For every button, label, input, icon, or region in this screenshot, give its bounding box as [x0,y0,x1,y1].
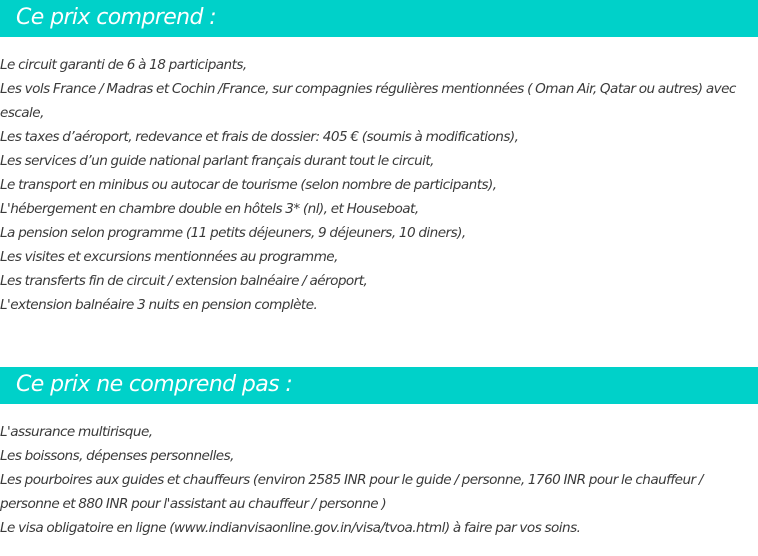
list-item: Les boissons, dépenses personnelles, [0,448,234,464]
list-item: L'hébergement en chambre double en hôtels 3* (nl), et Houseboat, [0,201,419,217]
list-item: Les transferts fin de circuit / extension balnéaire / aéroport, [0,273,368,289]
list-item: L'assurance multirisque, [0,424,153,440]
includes-list [0,53,752,317]
section-title-excludes: Ce prix ne comprend pas : [16,372,293,397]
section-header-excludes [0,367,758,404]
section-title-includes: Ce prix comprend : [16,5,217,30]
list-item: Les services d’un guide national parlant français durant tout le circuit, [0,153,434,169]
list-item: Les pourboires aux guides et chauffeurs (environ 2585 INR pour le guide / personne, 1760 INR pour le chauffeur / personne et 880 INR pour l'assistant au chauffeur / personne ) [0,472,703,512]
list-item: Le visa obligatoire en ligne (www.indianvisaonline.gov.in/visa/tvoa.html) à faire par vos soins. [0,520,581,536]
list-item: Le circuit garanti de 6 à 18 participants, [0,57,247,73]
list-item: Le transport en minibus ou autocar de tourisme (selon nombre de participants), [0,177,497,193]
list-item: Les taxes d’aéroport, redevance et frais de dossier: 405 € (soumis à modifications), [0,129,519,145]
list-item: L'extension balnéaire 3 nuits en pension complète. [0,297,318,313]
section-header-includes [0,0,758,37]
list-item: Les visites et excursions mentionnées au programme, [0,249,338,265]
list-item: La pension selon programme (11 petits déjeuners, 9 déjeuners, 10 diners), [0,225,466,241]
list-item: Les vols France / Madras et Cochin /France, sur compagnies régulières mentionnées ( Oman Air, Qatar ou autres) avec escale, [0,81,736,121]
excludes-list [0,420,752,540]
